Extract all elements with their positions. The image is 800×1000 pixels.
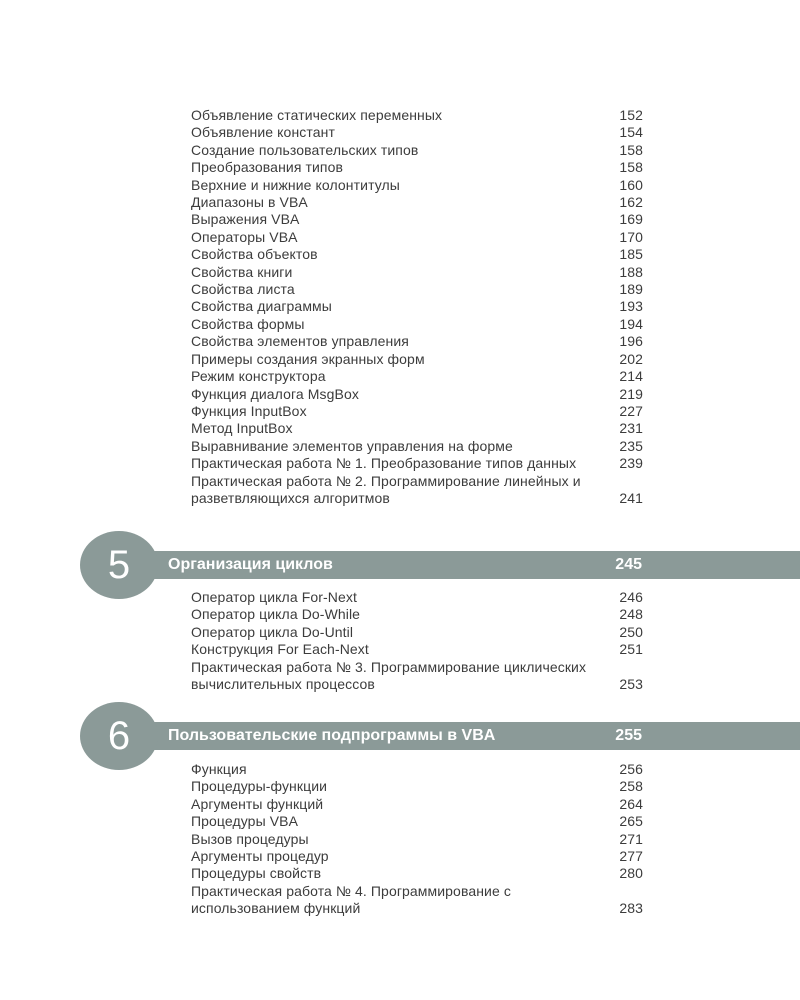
toc-entry-title: Объявление констант: [191, 124, 335, 141]
toc-entry-title: Практическая работа № 1. Преобразование типов данных: [191, 455, 577, 472]
toc-entry[interactable]: [191, 659, 643, 694]
toc-entry-page: 277: [619, 848, 643, 865]
toc-entry[interactable]: [191, 831, 643, 848]
toc-entry[interactable]: [191, 298, 643, 315]
toc-entry-title: Диапазоны в VBA: [191, 194, 308, 211]
toc-entry[interactable]: [191, 589, 643, 606]
toc-entry-title: Создание пользовательских типов: [191, 141, 419, 158]
toc-entry[interactable]: [191, 420, 643, 437]
toc-entry-title: Верхние и нижние колонтитулы: [191, 176, 400, 193]
toc-entry-title: Метод InputBox: [191, 420, 293, 437]
chapter-page: 255: [615, 727, 642, 744]
toc-entry-page: 185: [619, 246, 643, 263]
toc-entry-title: Преобразования типов: [191, 159, 344, 176]
toc-entry-page: 214: [619, 368, 643, 385]
toc-entry-title: Примеры создания экранных форм: [191, 350, 425, 367]
toc-entry-title: Практическая работа № 3. Программирование циклических вычислительных процессов: [191, 658, 587, 693]
toc-entry-title: Функция диалога MsgBox: [191, 385, 359, 402]
toc-entry-title: Свойства формы: [191, 315, 305, 332]
toc-entry-title: Функция InputBox: [191, 402, 307, 419]
toc-entry-page: 271: [619, 830, 643, 847]
toc-entry-page: 152: [619, 107, 643, 123]
toc-entry-page: 196: [619, 333, 643, 350]
toc-entry-page: 258: [619, 778, 643, 795]
chapter-number: 5: [107, 543, 131, 587]
toc-entry-page: 227: [619, 402, 643, 419]
toc-entry[interactable]: [191, 438, 643, 455]
chapter-number-circle: [80, 702, 158, 770]
toc-entry[interactable]: [191, 333, 643, 350]
toc-entry-page: 280: [619, 865, 643, 882]
toc-entry[interactable]: [191, 351, 643, 368]
toc-entry-page: 193: [619, 298, 643, 315]
toc-entry-title: Процедуры свойств: [191, 865, 322, 882]
toc-entry-page: 248: [619, 606, 643, 623]
toc-entry-title: Операторы VBA: [191, 228, 298, 245]
toc-entry[interactable]: [191, 641, 643, 658]
toc-entry-page: 265: [619, 813, 643, 830]
toc-entry-page: 251: [619, 641, 643, 658]
toc-entry-page: 158: [619, 159, 643, 176]
toc-entry-page: 188: [619, 263, 643, 280]
toc-entry-page: 250: [619, 623, 643, 640]
toc-entry-title: Выражения VBA: [191, 211, 300, 228]
toc-entry[interactable]: [191, 403, 643, 420]
toc-entry-title: Практическая работа № 2. Программирование линейных и разветвляющихся алгоритмов: [191, 472, 581, 506]
toc-entry-page: 231: [619, 420, 643, 437]
toc-entry-title: Оператор цикла Do-Until: [191, 623, 354, 640]
toc-entry-title: Выравнивание элементов управления на форме: [191, 437, 513, 454]
toc-entry-title: Режим конструктора: [191, 368, 326, 385]
chapter-title: Пользовательские подпрограммы в VBA: [168, 727, 496, 744]
toc-entry-page: 169: [619, 211, 643, 228]
toc-entry-page: 253: [619, 676, 643, 693]
toc-entry-page: 241: [619, 489, 643, 506]
toc-entry[interactable]: [191, 368, 643, 385]
toc-entry-page: 154: [619, 124, 643, 141]
toc-entry[interactable]: [191, 455, 643, 472]
toc-entry-title: Функция: [191, 761, 247, 777]
toc-entry[interactable]: [191, 796, 643, 813]
toc-entry[interactable]: [191, 281, 643, 298]
toc-entry[interactable]: [191, 246, 643, 263]
toc-entry-title: Практическая работа № 4. Программирование с использованием функций: [191, 882, 511, 917]
toc-entry[interactable]: [191, 194, 643, 211]
toc-section-chapter-6: [191, 761, 643, 918]
toc-entry-page: 246: [619, 589, 643, 605]
toc-entry[interactable]: [191, 778, 643, 795]
toc-entry-page: 202: [619, 350, 643, 367]
toc-entry[interactable]: [191, 107, 643, 124]
toc-entry-page: 264: [619, 795, 643, 812]
toc-entry[interactable]: [191, 211, 643, 228]
toc-entry[interactable]: [191, 386, 643, 403]
toc-entry-title: Свойства элементов управления: [191, 333, 409, 350]
toc-entry-title: Процедуры-функции: [191, 778, 328, 795]
toc-entry[interactable]: [191, 761, 643, 778]
toc-entry[interactable]: [191, 316, 643, 333]
toc-entry[interactable]: [191, 883, 643, 918]
toc-entry-page: 189: [619, 281, 643, 298]
toc-entry[interactable]: [191, 606, 643, 623]
toc-entry-title: Свойства объектов: [191, 246, 318, 263]
toc-entry[interactable]: [191, 142, 643, 159]
toc-entry[interactable]: [191, 848, 643, 865]
toc-entry-title: Аргументы функций: [191, 795, 324, 812]
toc-entry[interactable]: [191, 865, 643, 882]
toc-entry-title: Конструкция For Each-Next: [191, 641, 369, 658]
toc-entry-title: Аргументы процедур: [191, 848, 329, 865]
toc-entry[interactable]: [191, 264, 643, 281]
toc-entry-title: Свойства книги: [191, 263, 293, 280]
chapter-title: Организация циклов: [168, 556, 333, 573]
toc-entry-page: 158: [619, 141, 643, 158]
toc-entry[interactable]: [191, 177, 643, 194]
toc-entry-page: 219: [619, 385, 643, 402]
toc-entry-page: 170: [619, 228, 643, 245]
toc-entry-page: 194: [619, 315, 643, 332]
toc-entry[interactable]: [191, 624, 643, 641]
toc-entry[interactable]: [191, 473, 643, 508]
toc-entry-title: Оператор цикла Do-While: [191, 606, 361, 623]
chapter-page: 245: [615, 556, 642, 573]
toc-entry-page: 256: [619, 761, 643, 777]
toc-section-top: [191, 107, 643, 507]
toc-entry-page: 162: [619, 194, 643, 211]
toc-entry-page: 160: [619, 176, 643, 193]
toc-entry-title: Свойства диаграммы: [191, 298, 332, 315]
toc-entry[interactable]: [191, 813, 643, 830]
toc-entry-title: Оператор цикла For-Next: [191, 589, 357, 605]
toc-entry[interactable]: [191, 159, 643, 176]
chapter-number: 6: [107, 714, 131, 758]
toc-entry-title: Объявление статических переменных: [191, 107, 443, 123]
toc-entry-title: Свойства листа: [191, 281, 295, 298]
toc-entry-title: Вызов процедуры: [191, 830, 309, 847]
toc-entry[interactable]: [191, 229, 643, 246]
toc-entry-page: 235: [619, 437, 643, 454]
toc-entry[interactable]: [191, 124, 643, 141]
toc-section-chapter-5: [191, 589, 643, 693]
toc-entry-page: 239: [619, 455, 643, 472]
toc-entry-title: Процедуры VBA: [191, 813, 299, 830]
toc-entry-page: 283: [619, 900, 643, 917]
chapter-number-circle: [80, 531, 158, 599]
